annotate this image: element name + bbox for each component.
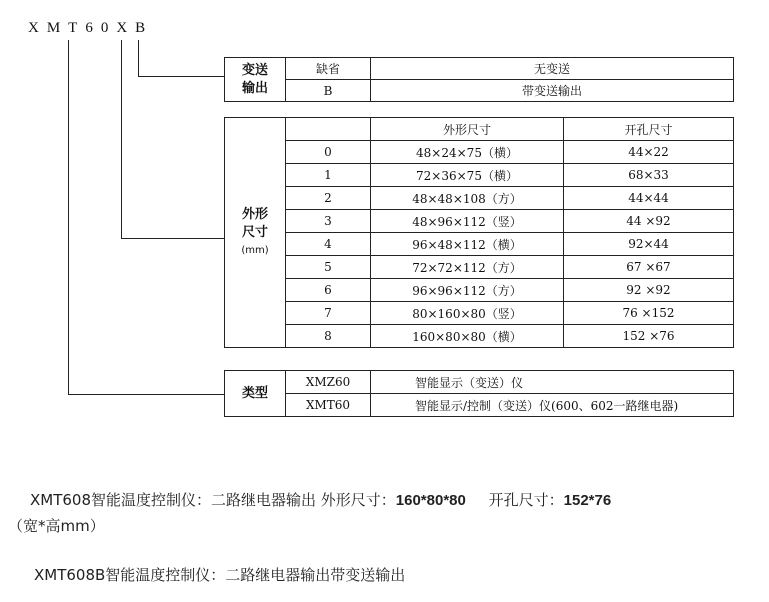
table-row: 8 160×80×80（横） 152 ×76: [225, 325, 734, 348]
output-desc-transmit: 带变送输出: [371, 80, 734, 102]
connector-b-vertical: [138, 40, 139, 76]
product-description-xmt608: XMT608智能温度控制仪：二路继电器输出 外形尺寸：160*80*80 开孔尺寸：152*76: [30, 491, 612, 509]
cutout-size-col-header: 开孔尺寸: [564, 118, 734, 141]
type-code-xmt60: XMT60: [286, 394, 371, 417]
connector-xmt-horizontal: [68, 394, 224, 395]
output-table: [224, 57, 734, 102]
table-row: 6 96×96×112（方） 92 ×92: [225, 279, 734, 302]
table-row: 4 96×48×112（横） 92×44: [225, 233, 734, 256]
size-table: [224, 117, 734, 348]
connector-b-horizontal: [138, 76, 224, 77]
connector-x-horizontal: [121, 238, 224, 239]
size-unit-note: （宽*高mm）: [8, 517, 105, 535]
size-table-header: 外形 尺寸 (mm): [225, 118, 286, 348]
type-desc-xmt60: 智能显示/控制（变送）仪(600、602一路继电器): [371, 394, 734, 417]
outer-size-col-header: 外形尺寸: [371, 118, 564, 141]
table-row: 5 72×72×112（方） 67 ×67: [225, 256, 734, 279]
type-desc-xmz60: 智能显示（变送）仪: [371, 371, 734, 394]
output-desc-none: 无变送: [371, 58, 734, 80]
output-code-default: 缺省: [286, 58, 371, 80]
output-code-b: B: [286, 80, 371, 102]
table-row: 3 48×96×112（竖） 44 ×92: [225, 210, 734, 233]
table-row: 7 80×160×80（竖） 76 ×152: [225, 302, 734, 325]
table-row: 0 48×24×75（横） 44×22: [225, 141, 734, 164]
connector-xmt-vertical: [68, 40, 69, 394]
type-code-xmz60: XMZ60: [286, 371, 371, 394]
model-code: XMT60XB: [28, 20, 154, 36]
connector-x-vertical: [121, 40, 122, 238]
output-table-header: 变送 输出: [225, 58, 286, 102]
size-code-col-header: [286, 118, 371, 141]
type-table: [224, 370, 734, 417]
type-table-header: 类型: [225, 371, 286, 417]
product-description-xmt608b: XMT608B智能温度控制仪：二路继电器输出带变送输出: [34, 566, 406, 584]
table-row: 2 48×48×108（方） 44×44: [225, 187, 734, 210]
table-row: 1 72×36×75（横） 68×33: [225, 164, 734, 187]
